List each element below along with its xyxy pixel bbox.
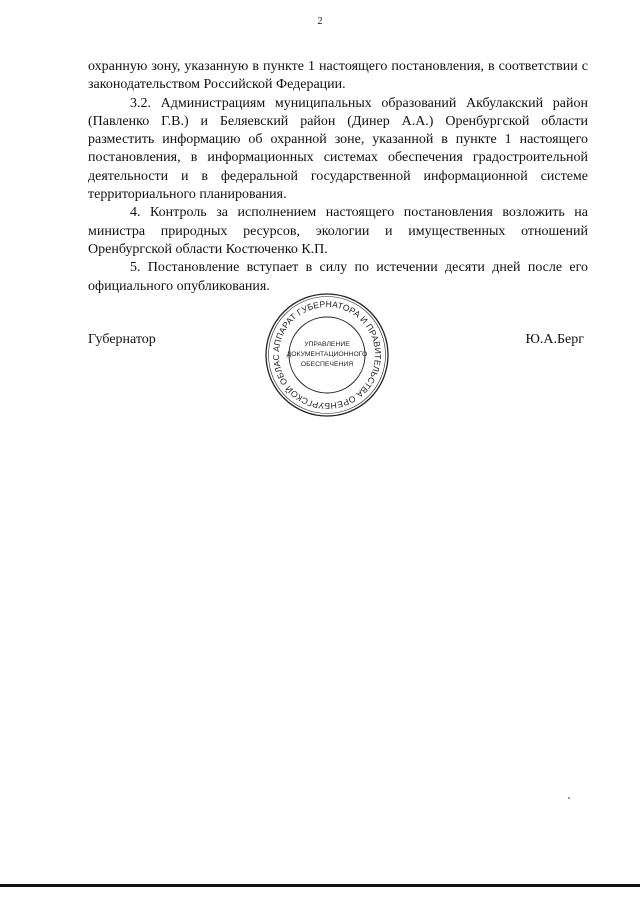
- bottom-scan-border: [0, 884, 640, 887]
- body-text: [88, 58, 588, 296]
- paragraph-3-2: 3.2. Администрациям муниципальных образований Акбулакский район (Павленко Г.В.) и Беляевский район (Динер А.А.) Оренбургской области разместить информацию об охранной зоне, указанной в пункте 1 настоящего постановления, в информационных системах обеспечения градостроительной деятельности и в федеральной государственной информационной системе территориального планирования.: [88, 95, 588, 203]
- seal-center-line-2: ДОКУМЕНТАЦИОННОГО: [286, 351, 368, 358]
- paragraph-continuation: охранную зону, указанную в пункте 1 настоящего постановления, в соответствии с законодательством Российской Федерации.: [88, 59, 588, 93]
- official-seal-stamp: [262, 290, 392, 420]
- signatory-position: Губернатор: [88, 332, 156, 347]
- scan-speck: [568, 797, 570, 799]
- seal-center-line-3: ОБЕСПЕЧЕНИЯ: [300, 361, 354, 368]
- page-number: 2: [317, 16, 323, 27]
- paragraph-4: 4. Контроль за исполнением настоящего постановления возложить на министра природных ресурсов, экологии и имущественных отношений Оренбургской области Костюченко К.П.: [88, 205, 588, 257]
- signatory-name: Ю.А.Берг: [525, 332, 584, 347]
- paragraph-5: 5. Постановление вступает в силу по истечении десяти дней после его официального опубликования.: [88, 260, 588, 294]
- seal-graphic: [262, 290, 392, 420]
- seal-center-line-1: УПРАВЛЕНИЕ: [304, 341, 350, 348]
- seal-ring-text: АППАРАТ ГУБЕРНАТОРА И ПРАВИТЕЛЬСТВА ОРЕНБУРГСКОЙ ОБЛАС: [270, 298, 384, 412]
